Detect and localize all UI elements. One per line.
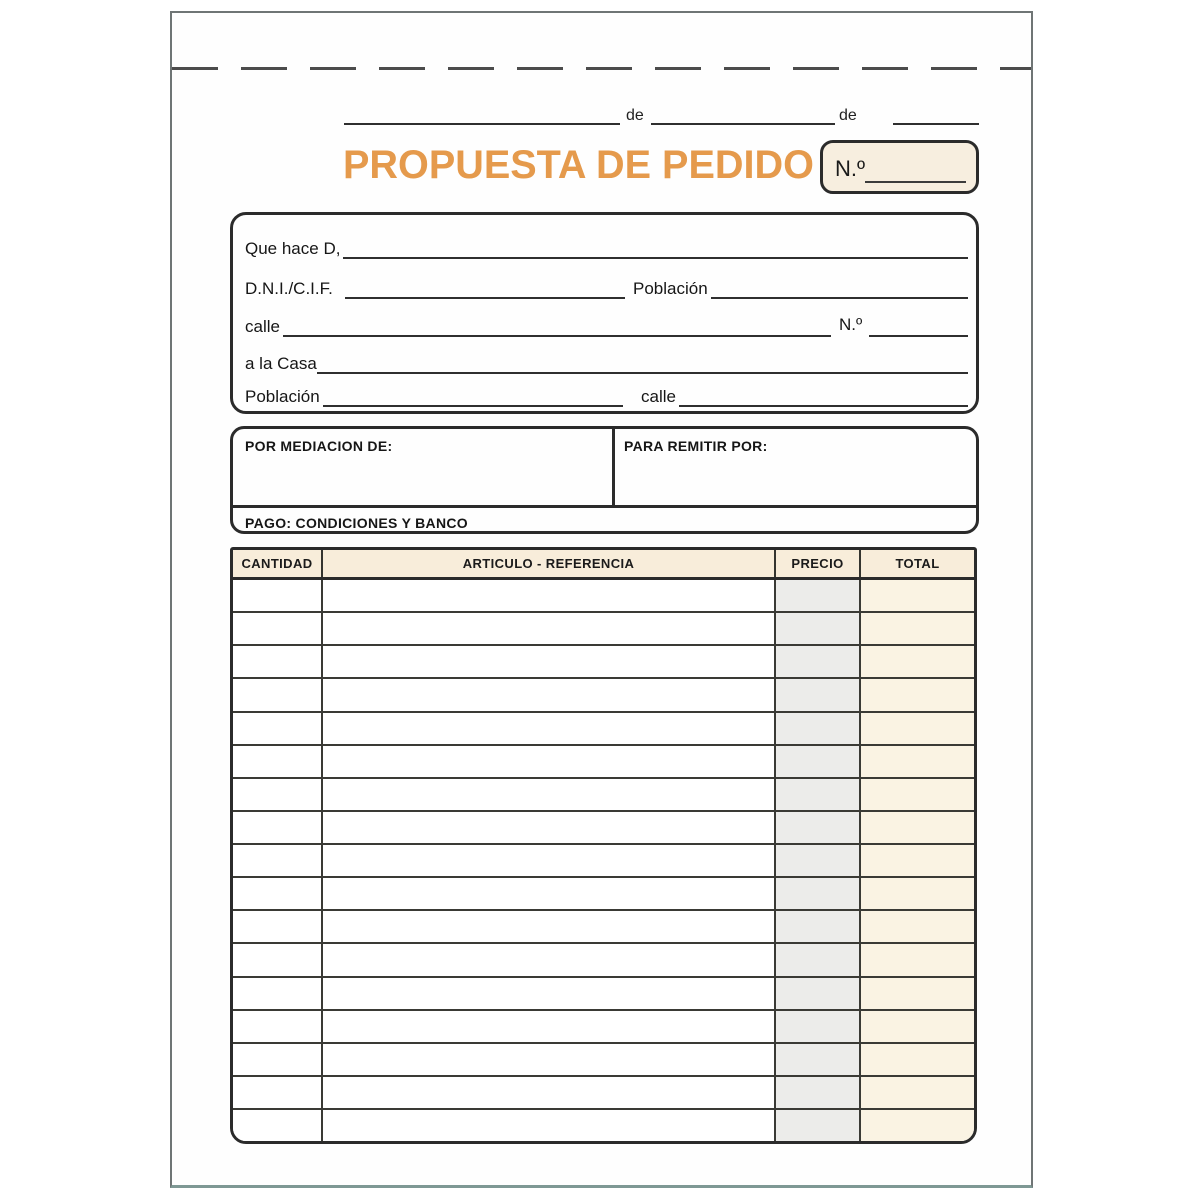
articulo-referencia-cell — [323, 1110, 776, 1141]
total-cell — [861, 1077, 974, 1108]
articulo-referencia-cell — [323, 1077, 776, 1108]
dni-label: D.N.I./C.I.F. — [245, 279, 333, 298]
table-row — [233, 978, 974, 1011]
precio-cell — [776, 646, 861, 677]
total-cell — [861, 878, 974, 909]
table-row — [233, 580, 974, 613]
total-cell — [861, 580, 974, 611]
pago-condiciones-label: PAGO: CONDICIONES Y BANCO — [245, 515, 468, 531]
cantidad-cell — [233, 878, 323, 909]
table-row — [233, 1077, 974, 1110]
articulo-referencia-cell — [323, 646, 776, 677]
numero-line — [869, 335, 968, 337]
precio-cell — [776, 944, 861, 975]
cantidad-cell — [233, 1011, 323, 1042]
total-cell — [861, 978, 974, 1009]
table-row — [233, 613, 974, 646]
total-header: TOTAL — [895, 556, 940, 571]
precio-cell — [776, 845, 861, 876]
precio-cell — [776, 812, 861, 843]
table-row — [233, 679, 974, 712]
dni-line — [345, 297, 625, 299]
shipping-payment-box — [230, 426, 979, 534]
order-number-label: N.º — [835, 156, 866, 181]
que-hace-label: Que hace D, — [245, 239, 341, 258]
poblacion2-line — [323, 405, 623, 407]
table-row — [233, 746, 974, 779]
articulo-referencia-cell — [323, 580, 776, 611]
table-row — [233, 878, 974, 911]
cantidad-cell — [233, 746, 323, 777]
total-cell — [861, 613, 974, 644]
perforation-line — [172, 67, 1031, 70]
precio-cell — [776, 911, 861, 942]
cantidad-cell — [233, 713, 323, 744]
total-cell — [861, 845, 974, 876]
articulo-referencia-cell — [323, 978, 776, 1009]
order-form-page — [170, 11, 1033, 1188]
para-remitir-label: PARA REMITIR POR: — [624, 438, 768, 454]
date-month-line — [651, 123, 835, 125]
articulo-referencia-cell — [323, 1044, 776, 1075]
cantidad-cell — [233, 1110, 323, 1141]
numero-label: N.º — [839, 315, 863, 334]
precio-cell — [776, 1077, 861, 1108]
table-row — [233, 944, 974, 977]
precio-cell — [776, 1011, 861, 1042]
total-cell — [861, 746, 974, 777]
date-de-label-2: de — [839, 107, 857, 124]
total-cell — [861, 1110, 974, 1141]
items-table — [230, 547, 977, 1144]
a-la-casa-line — [317, 372, 968, 374]
que-hace-line — [343, 257, 968, 259]
total-cell — [861, 646, 974, 677]
table-row — [233, 845, 974, 878]
articulo-referencia-cell — [323, 812, 776, 843]
precio-cell — [776, 878, 861, 909]
cantidad-cell — [233, 845, 323, 876]
cantidad-cell — [233, 911, 323, 942]
order-number-line — [865, 181, 966, 183]
cantidad-cell — [233, 679, 323, 710]
shipping-box-vertical-divider — [612, 429, 615, 505]
total-cell — [861, 812, 974, 843]
precio-header: PRECIO — [776, 550, 861, 577]
total-cell — [861, 779, 974, 810]
total-cell — [861, 1044, 974, 1075]
poblacion1-label: Población — [633, 279, 708, 298]
a-la-casa-label: a la Casa — [245, 354, 317, 373]
cantidad-cell — [233, 779, 323, 810]
form-title: PROPUESTA DE PEDIDO — [343, 143, 814, 187]
items-table-header — [233, 550, 974, 580]
shipping-box-horizontal-divider — [233, 505, 976, 508]
calle1-label: calle — [245, 317, 280, 336]
precio-cell — [776, 1110, 861, 1141]
table-row — [233, 1110, 974, 1141]
articulo-referencia-cell — [323, 713, 776, 744]
articulo-referencia-cell — [323, 845, 776, 876]
precio-cell — [776, 746, 861, 777]
calle1-line — [283, 335, 831, 337]
cantidad-cell — [233, 812, 323, 843]
calle2-label: calle — [641, 387, 676, 406]
total-cell — [861, 911, 974, 942]
articulo-referencia-cell — [323, 779, 776, 810]
items-table-body — [233, 580, 974, 1141]
articulo-referencia-cell — [323, 911, 776, 942]
precio-cell — [776, 613, 861, 644]
articulo-referencia-header: ARTICULO - REFERENCIA — [323, 550, 776, 577]
table-row — [233, 1044, 974, 1077]
precio-cell — [776, 679, 861, 710]
articulo-referencia-cell — [323, 613, 776, 644]
total-cell — [861, 1011, 974, 1042]
precio-cell — [776, 779, 861, 810]
table-row — [233, 1011, 974, 1044]
total-cell — [861, 713, 974, 744]
articulo-referencia-cell — [323, 679, 776, 710]
poblacion2-label: Población — [245, 387, 320, 406]
total-cell — [861, 944, 974, 975]
poblacion1-line — [711, 297, 968, 299]
precio-cell — [776, 580, 861, 611]
cantidad-cell — [233, 580, 323, 611]
articulo-referencia-cell — [323, 944, 776, 975]
date-day-line — [344, 123, 620, 125]
cantidad-header: CANTIDAD — [233, 550, 323, 577]
cantidad-cell — [233, 944, 323, 975]
por-mediacion-label: POR MEDIACION DE: — [245, 438, 393, 454]
table-row — [233, 779, 974, 812]
date-de-label-1: de — [626, 107, 644, 124]
calle2-line — [679, 405, 968, 407]
table-row — [233, 812, 974, 845]
cantidad-cell — [233, 1044, 323, 1075]
table-row — [233, 713, 974, 746]
cantidad-cell — [233, 1077, 323, 1108]
cantidad-cell — [233, 646, 323, 677]
articulo-referencia-cell — [323, 746, 776, 777]
articulo-referencia-cell — [323, 1011, 776, 1042]
precio-cell — [776, 978, 861, 1009]
precio-cell — [776, 1044, 861, 1075]
date-year-line — [893, 123, 979, 125]
table-row — [233, 646, 974, 679]
table-row — [233, 911, 974, 944]
precio-cell — [776, 713, 861, 744]
order-number-box — [820, 140, 979, 194]
total-cell — [861, 679, 974, 710]
cantidad-cell — [233, 978, 323, 1009]
customer-details-box — [230, 212, 979, 414]
articulo-referencia-cell — [323, 878, 776, 909]
cantidad-cell — [233, 613, 323, 644]
